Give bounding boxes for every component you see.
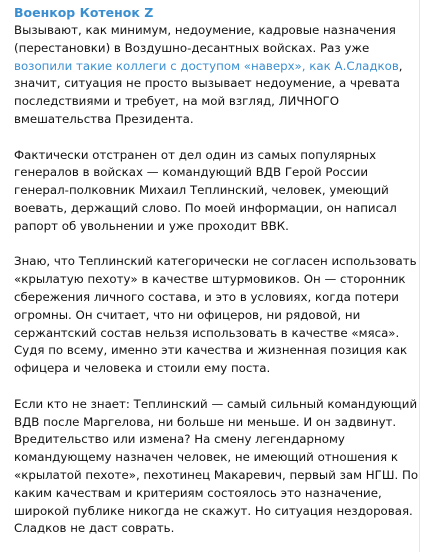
text-line: «крылатую пехоту» в качестве штурмовиков. Он — сторонник xyxy=(14,272,406,287)
text-line: Вредительство или измена? На смену легендарному xyxy=(14,432,345,447)
text-line: командующему назначен человек, не имеющий отношения к xyxy=(14,450,399,465)
text-line: воевать, держащий слово. По моей информации, он написал xyxy=(14,200,397,215)
text-line: Сладков не даст соврать. xyxy=(14,521,175,536)
text-line: значит, ситуация не просто вызывает недоумение, а чревата xyxy=(14,76,400,91)
text-line: генерал-полковник Михаил Теплинский, человек, умеющий xyxy=(14,183,389,198)
sladkov-link[interactable]: возопили такие коллеги с доступом «наверх», как А.Сладков xyxy=(14,58,399,73)
text-line: сбережения личного состава, и это в условиях, когда потери xyxy=(14,289,399,304)
text-line: вмешательства Президента. xyxy=(14,111,194,126)
message-text xyxy=(14,22,419,538)
text-line: широкой публике никогда не скажут. Но ситуация нездоровая. xyxy=(14,503,413,518)
text-line: последствиями и требует, на мой взгляд, ЛИЧНОГО xyxy=(14,94,340,109)
paragraph-1 xyxy=(14,22,416,129)
paragraph-4 xyxy=(14,396,419,538)
text-line: Если кто не знает: Теплинский — самый сильный командующий xyxy=(14,396,418,411)
text-line: рапорт об увольнении и уже проходит ВВК. xyxy=(14,218,289,233)
paragraph-2 xyxy=(14,147,416,236)
channel-name[interactable]: Военкор Котенок Z xyxy=(14,5,154,20)
text-line: каким качествам и критериям состоялось это назначение, xyxy=(14,485,382,500)
text-line-with-link xyxy=(14,58,416,76)
link-tail: , xyxy=(398,58,403,73)
text-line: офицера и человека и стоили ему поста. xyxy=(14,361,271,376)
text-line: Знаю, что Теплинский категорически не согласен использовать xyxy=(14,254,417,269)
text-line: Вызывают, как минимум, недоумение, кадровые назначения xyxy=(14,23,396,37)
text-line: Фактически отстранен от дел один из самых популярных xyxy=(14,147,377,162)
text-line: ВДВ после Маргелова, ни больше ни меньше. И он задвинут. xyxy=(14,414,397,429)
text-line: Судя по всему, именно эти качества и жизненная позиция как xyxy=(14,343,408,358)
text-line: (перестановки) в Воздушно-десантных войсках. Раз уже xyxy=(14,40,370,55)
text-line: генералов в войсках — командующий ВДВ Герой России xyxy=(14,165,369,180)
text-line: сержантский состав нельзя использовать в качестве «мяса». xyxy=(14,325,400,340)
paragraph-3 xyxy=(14,253,416,378)
text-line: огромны. Он считает, что ни офицеров, ни рядовой, ни xyxy=(14,307,361,322)
text-line: «крылатой пехоте», пехотинец Макаревич, первый зам НГШ. По xyxy=(14,467,419,482)
